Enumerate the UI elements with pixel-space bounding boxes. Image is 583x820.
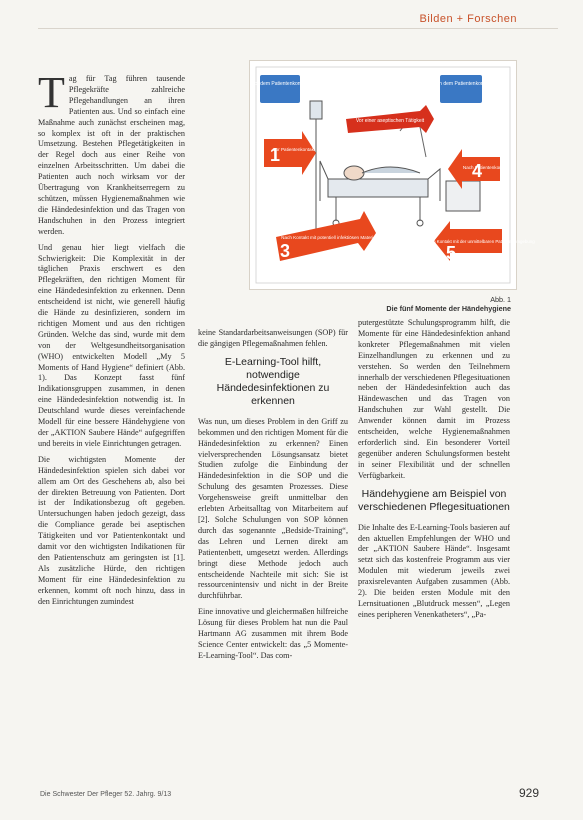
col3-paragraph-1: putergestützte Schulungsprogramm hilft, die Momente für eine Händedesinfektion anhand konkreter Pflegemaßnahmen mit vielen Einzelhandlungen zu erkennen und zu verstehen. So werden den Teilnehmern innerhalb der verschiedenen Pflegesituationen neben der Händedesinfektion auch das Händewaschen und das Tragen von Handschuhen zur Wahl gestellt. Die Anwender können damit im Prozess entscheiden, welche Hygienemaßnahmen erforderlich sind. Ein besonderer Vorteil gegenüber anderen Schulungsformen besteht in seiner Flexibilität und der schnellen Verfügbarkeit. [358,318,510,480]
figure-caption [386,295,511,313]
before-contact-box [260,75,300,103]
moment-1-label: Vor Patientenkontakt [272,147,316,152]
col3-paragraph-2: Die Inhalte des E-Learning-Tools basieren auf den aktuellen Empfehlungen der WHO und der „AKTION Saubere Hände“. Insgesamt setzt sich das kostenfreie Programm aus vier Modulen mit wiederum jeweils zwei praxisrelevanten Aufgaben zusammen (Abb. 2). Die beiden ersten Module mit den Lernsituationen „Blutdruck messen“, „Legen eines peripheren Venenkatheters“, „Pa- [358,522,510,619]
moment-2-label: Vor einer aseptischen Tätigkeit [355,118,425,124]
subheading-elearning: E-Learning-Tool hilft, notwendige Händedesinfektionen zu erkennen [216,355,330,407]
moment-5-number: 5 [446,243,457,263]
subheading-situations: Händehygiene am Beispiel von verschiedenen Pflegesituationen [358,487,510,513]
five-moments-diagram [250,61,535,289]
after-contact-label: Nach dem Patientenkontakt [430,81,492,87]
col2-paragraph-3: Eine innovative und gleichermaßen hilfreiche Lösung für dieses Problem hat nun die Paul Hartmann AG zusammen mit ihrem Bode Science Center entwickelt: das „5 Momente-E-Learning-Tool“. Das com- [198,607,348,660]
column-1 [38,68,185,613]
moment-3-number: 3 [280,241,291,261]
after-contact-box [440,75,482,103]
footer-citation: Die Schwester Der Pfleger 52. Jahrg. 9/13 [40,791,172,798]
page-number: 929 [518,786,539,800]
header-rule [38,28,558,29]
column-3 [358,318,510,626]
moment-3-label: Nach Kontakt mit potentiell infektiösen Materialien [281,235,383,240]
moment-1-number: 1 [270,145,281,165]
figure-five-moments [249,60,535,290]
col2-paragraph-1: keine Standardarbeitsanweisungen (SOP) für die gängigen Pflegemaßnahmen fehlen. [198,328,348,348]
moment-4-label: Nach Patientenkontakt [462,165,510,170]
drop-cap: T [38,68,65,117]
paragraph-3: Die wichtigsten Momente der Händedesinfektion spielen sich dabei vor allem am Ort des Geschehens ab, also bei der direkten Betreuung von Patienten. Dort ist der Indikationsbezug oft gegeben. Untersuchungen haben jedoch gezeigt, dass die Compliance gerade bei aseptischen Tätigkeiten und vor Patientenkontakt und damit vor den wichtigsten Indikationen für den Patientenschutz am geringsten ist [1]. Als zusätzliche Hürde, den richtigen Moment für eine Händedesinfektion zu erkennen, kommt oft noch hinzu, dass in den Einrichtungen zumindest [38,454,185,606]
intro-text: ag für Tag führen tausende Pflegekräfte zahlreiche Pflegehandlungen an ihren Patienten aus. Und so einfach eine Maßnahme auch zunächst erscheinen mag, so komplex ist oft in der praktischen Umsetzung. Bestehen Pflegetätigkeiten in der Regel doch aus einer Reihe von einzelnen Arbeitsschritten. Um dabei die Patienten auch noch wirksam vor der Übertragung von Krankheitserregern zu schützen, müssen Hygienemaßnahmen wie die Händedesinfektion und das Tragen von Handschuhen in den Prozess integriert werden. [38,74,185,236]
column-2 [198,328,348,667]
moment-5-label: Nach Kontakt mit der unmittelbaren Patientenumgebung [425,239,535,244]
caption-title: Die fünf Momente der Händehygiene [386,304,511,313]
before-contact-label: Vor dem Patientenkontakt [251,81,309,87]
caption-label: Abb. 1 [490,295,511,304]
running-head: Bilden + Forschen [419,13,517,25]
paragraph-2: Und genau hier liegt vielfach die Schwierigkeit: Die Komplexität in der täglichen Praxis erschwert es den Pflegekräften, den richtigen Moment für eine Händedesinfektion zu erkennen. Denn entscheidend ist nicht, wie generell häufig die Hände zu desinfizieren, sondern im richtigen Moment und aus den richtigen Gründen. Welche das sind, wurde mit dem von der Weltgesundheitsorganisation (WHO) entwickelten Modell „My 5 Moments of Hand Hygiene“ definiert (Abb. 1). Das Konzept fasst fünf Indikationsgruppen zusammen, in denen eine Händedesinfektion notwendig ist. In Deutschland wurde dieses vereinfachende Modell für eine bessere Händehygiene von der „AKTION Saubere Hände“ aufgegriffen und bereits in viele Einrichtungen getragen. [38,242,185,448]
moment-4-number: 4 [471,161,482,181]
col2-paragraph-2: Was nun, um dieses Problem in den Griff zu bekommen und den richtigen Moment für die Händedesinfektion zu erkennen? Einen vielversprechenden Lösungsansatz bietet Studien zufolge die Einbindung der Händedesinfektion in die SOP und die Schulung des gesamten Prozesses. Diese Vorgehensweise greift unmittelbar den erlebten Arbeitsalltag von Mitarbeitern auf [2]. Solche Schulungen von SOP können durch das sogenannte „Bedside-Training“, das Lehren und Lernen direkt am Patientenbett, umgesetzt werden. Allerdings bringt diese Methode jedoch auch entscheidende Nachteile mit sich: Sie ist ressourcenintensiv und nicht in der Breite durchführbar. [198,416,348,601]
paragraph-intro [38,68,185,238]
